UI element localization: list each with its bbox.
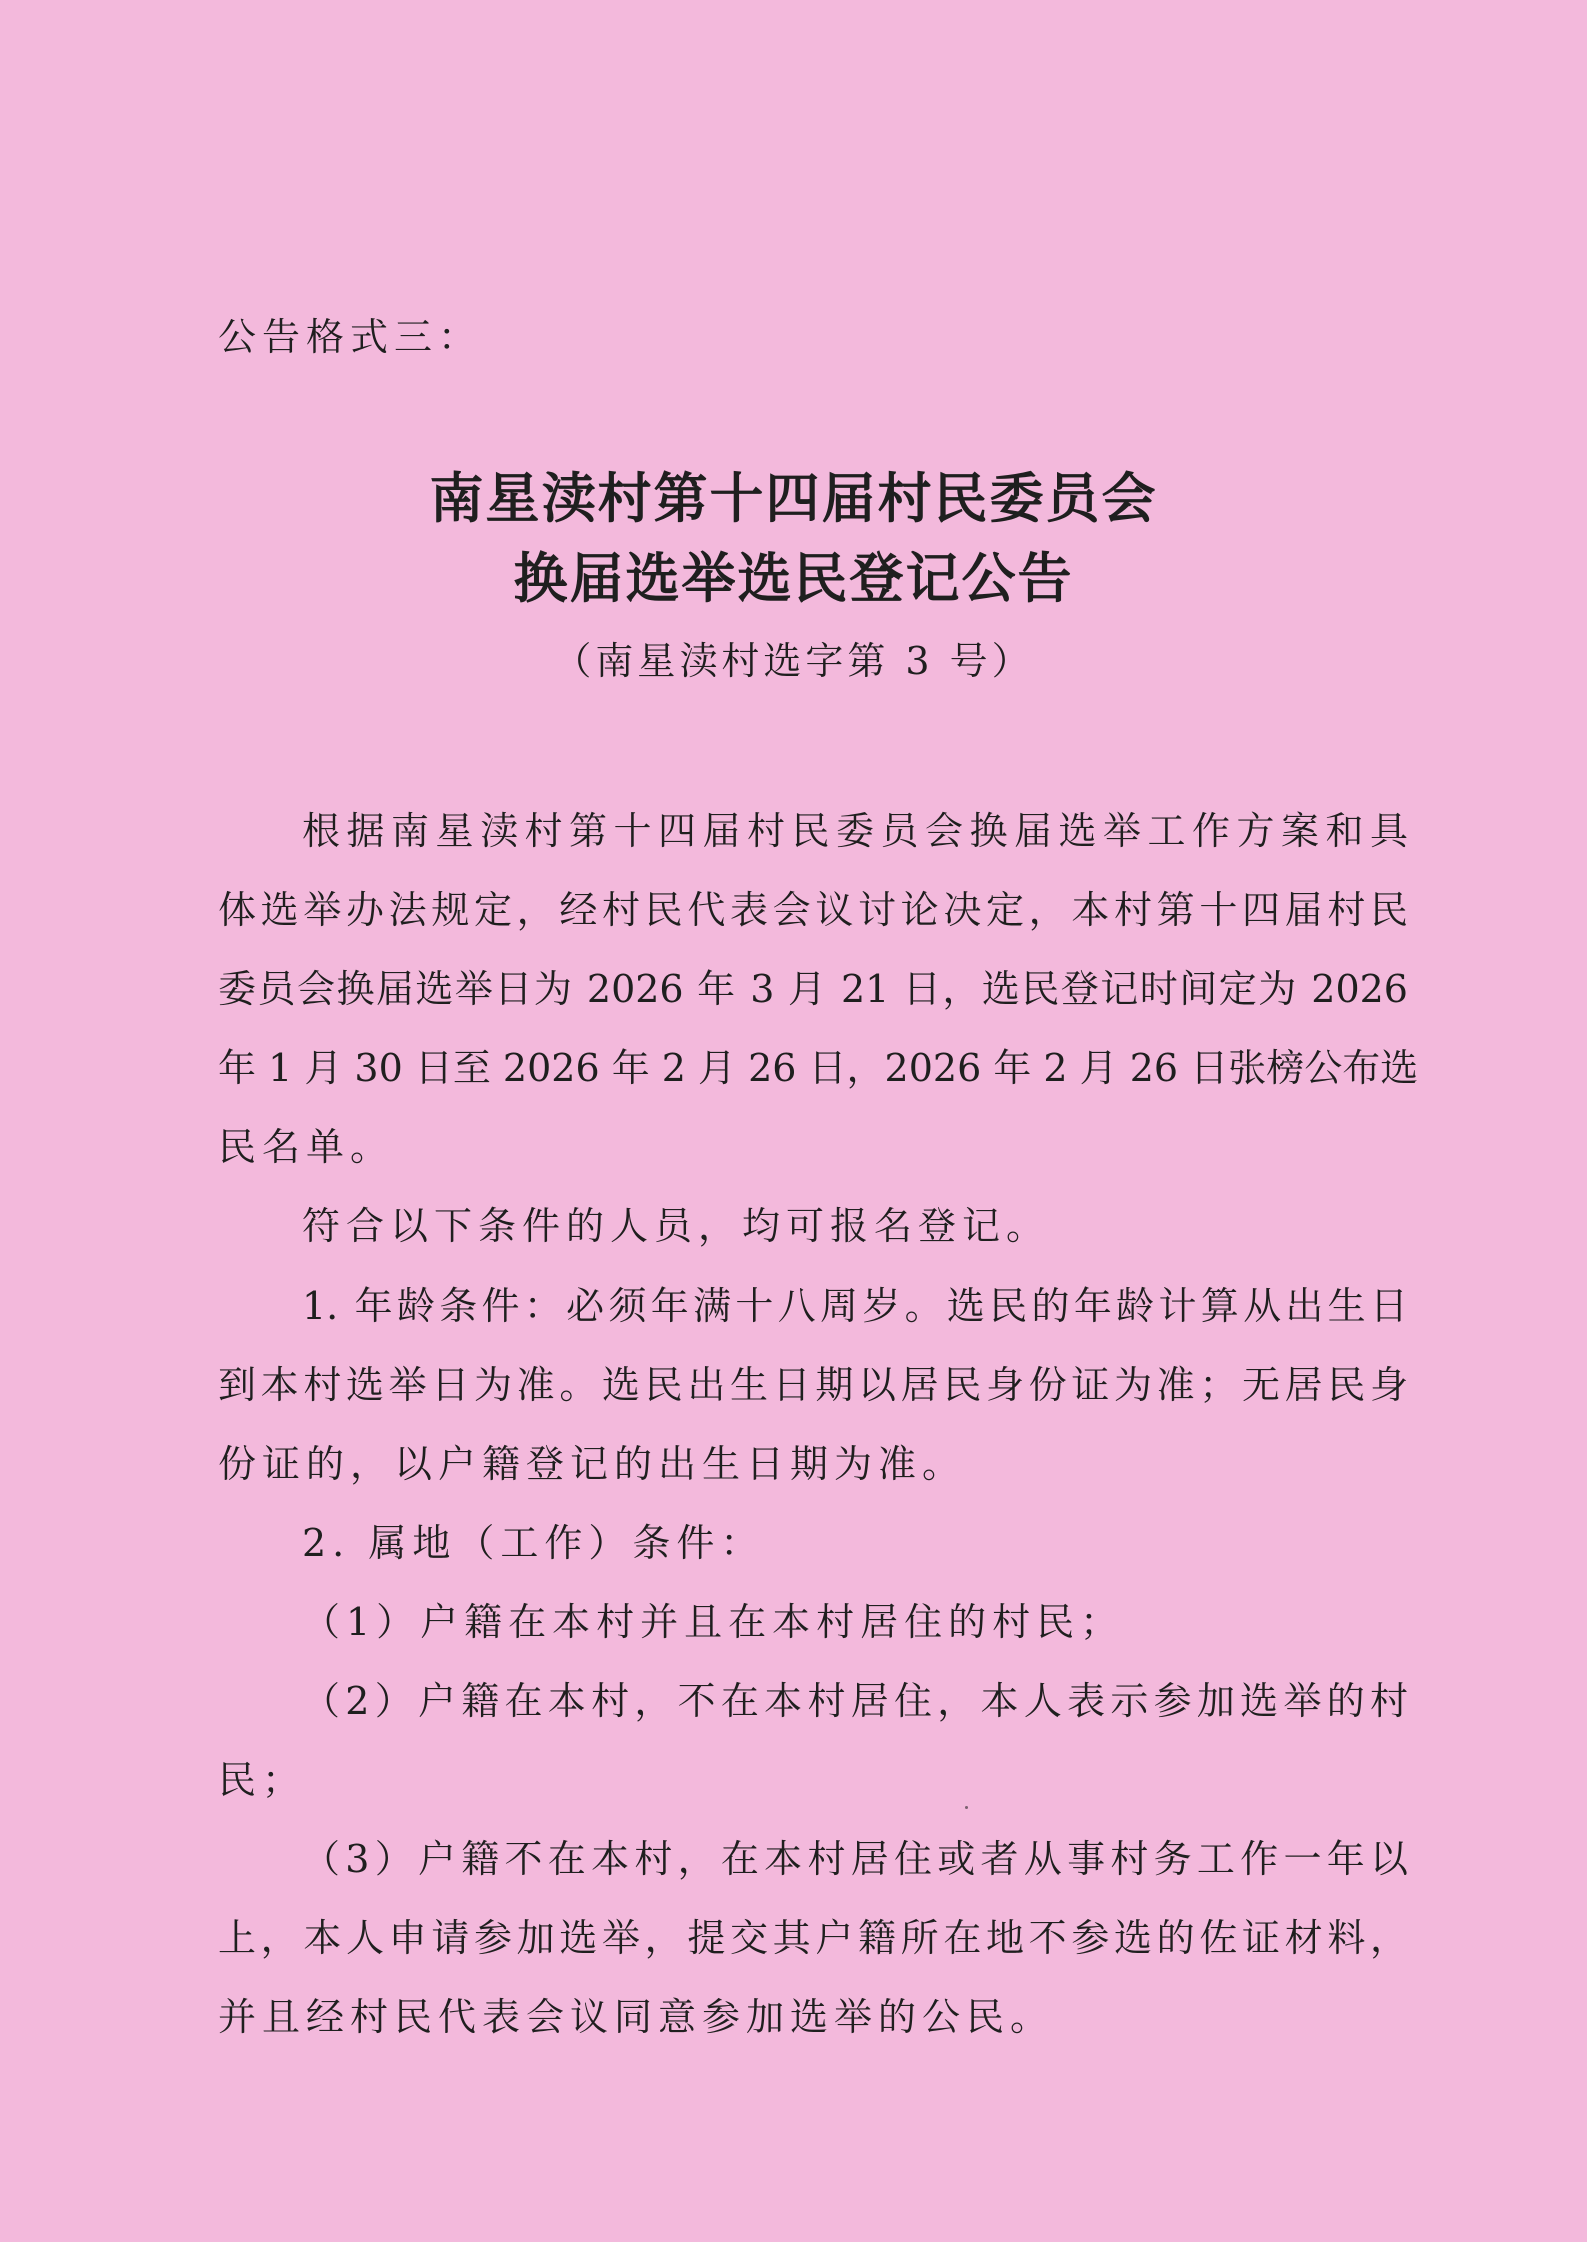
body-line: 体选举办法规定，经村民代表会议讨论决定，本村第十四届村民	[218, 888, 1408, 932]
body-line: 并且经村民代表会议同意参加选举的公民。	[218, 1995, 1055, 2039]
body-line: （2）户籍在本村，不在本村居住，本人表示参加选举的村	[302, 1679, 1408, 1723]
body-line: 2. 属地（工作）条件：	[302, 1521, 765, 1565]
body-line: 1. 年龄条件：必须年满十八周岁。选民的年龄计算从出生日	[302, 1284, 1408, 1328]
title-line-1: 南星渎村第十四届村民委员会	[429, 467, 1158, 530]
body-line: 年 1 月 30 日至 2026 年 2 月 26 日，2026 年 2 月 26 日张榜公布选	[218, 1046, 1419, 1090]
body-line: 民；	[218, 1758, 307, 1802]
title-line-2: 换届选举选民登记公告	[513, 547, 1074, 610]
body-line: 到本村选举日为准。选民出生日期以居民身份证为准；无居民身	[218, 1363, 1408, 1407]
body-line: 委员会换届选举日为 2026 年 3 月 21 日，选民登记时间定为 2026	[218, 967, 1408, 1011]
announcement-format-label: 公告格式三：	[218, 315, 483, 359]
body-line: （3）户籍不在本村，在本村居住或者从事村务工作一年以	[302, 1837, 1408, 1881]
body-line: 民名单。	[218, 1125, 395, 1169]
body-line: 上，本人申请参加选举，提交其户籍所在地不参选的佐证材料，	[218, 1916, 1408, 1960]
body-line: 份证的，以户籍登记的出生日期为准。	[218, 1442, 967, 1486]
body-line: 根据南星渎村第十四届村民委员会换届选举工作方案和具	[302, 809, 1408, 853]
document-number: （南星渎村选字第 3 号）	[553, 639, 1034, 683]
body-line: 符合以下条件的人员，均可报名登记。	[302, 1204, 1051, 1248]
scan-speck	[965, 1806, 968, 1809]
body-line: （1）户籍在本村并且在本村居住的村民；	[302, 1600, 1125, 1644]
